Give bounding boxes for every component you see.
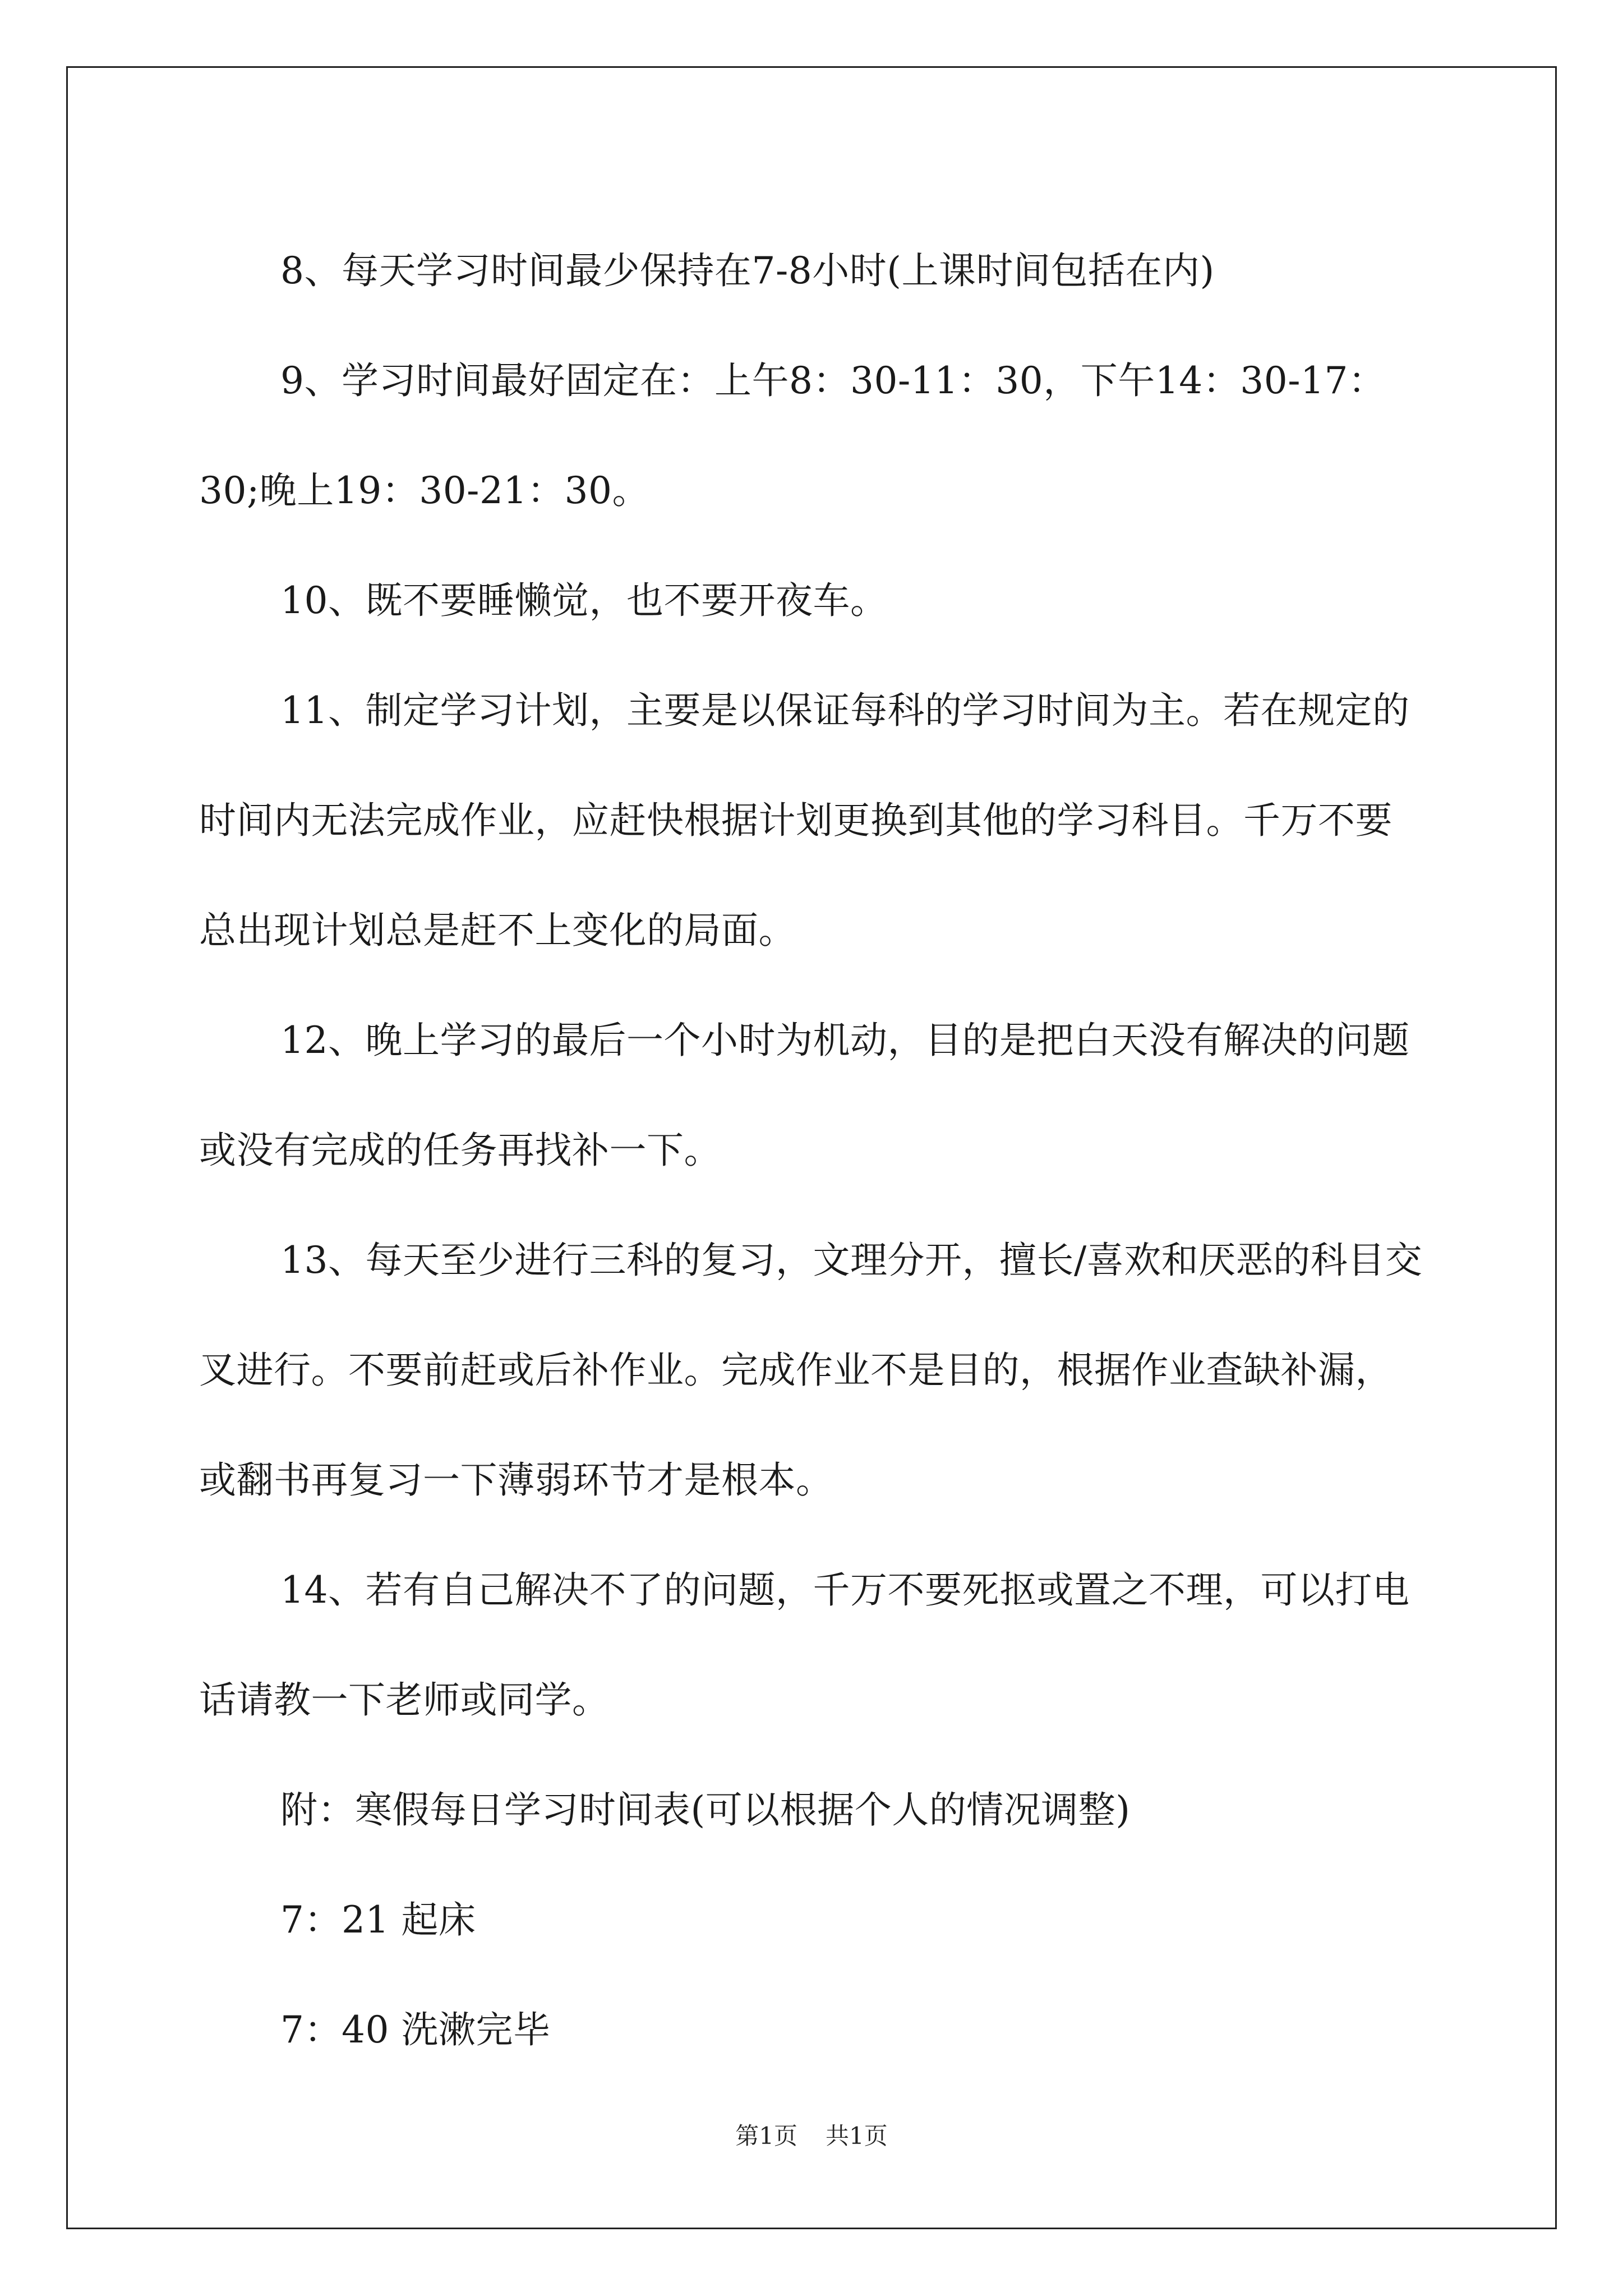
page-footer — [0, 2119, 1623, 2153]
paragraph-item-10: 10、既不要睡懒觉，也不要开夜车。 — [280, 579, 888, 622]
page-number-total: 共1页 — [826, 2122, 888, 2150]
schedule-heading: 附：寒假每日学习时间表(可以根据个人的情况调整) — [280, 1788, 1131, 1832]
paragraph-item-14: 14、若有自己解决不了的问题，千万不要死抠或置之不理，可以打电话请教一下老师或同学。 — [199, 1568, 1410, 1722]
paragraph-item-12: 12、晚上学习的最后一个小时为机动，目的是把白天没有解决的问题或没有完成的任务再找补一下。 — [199, 1019, 1410, 1172]
schedule-item-wash-up: 7：40 洗漱完毕 — [280, 2008, 551, 2051]
paragraph-item-8: 8、每天学习时间最少保持在7-8小时(上课时间包括在内) — [280, 249, 1215, 292]
document-body — [199, 216, 1427, 2085]
page-number-current: 第1页 — [735, 2122, 797, 2150]
paragraph-item-11: 11、制定学习计划，主要是以保证每科的学习时间为主。若在规定的时间内无法完成作业，应赶快根据计划更换到其他的学习科目。千万不要总出现计划总是赶不上变化的局面。 — [199, 689, 1410, 952]
schedule-item-wake-up: 7：21 起床 — [280, 1898, 476, 1941]
paragraph-item-9: 9、学习时间最好固定在：上午8：30-11：30，下午14：30-17：30;晚上19：30-21：30。 — [199, 359, 1386, 512]
paragraph-item-13: 13、每天至少进行三科的复习，文理分开，擅长/喜欢和厌恶的科目交叉进行。不要前赶或后补作业。完成作业不是目的，根据作业查缺补漏，或翻书再复习一下薄弱环节才是根本。 — [199, 1239, 1423, 1502]
